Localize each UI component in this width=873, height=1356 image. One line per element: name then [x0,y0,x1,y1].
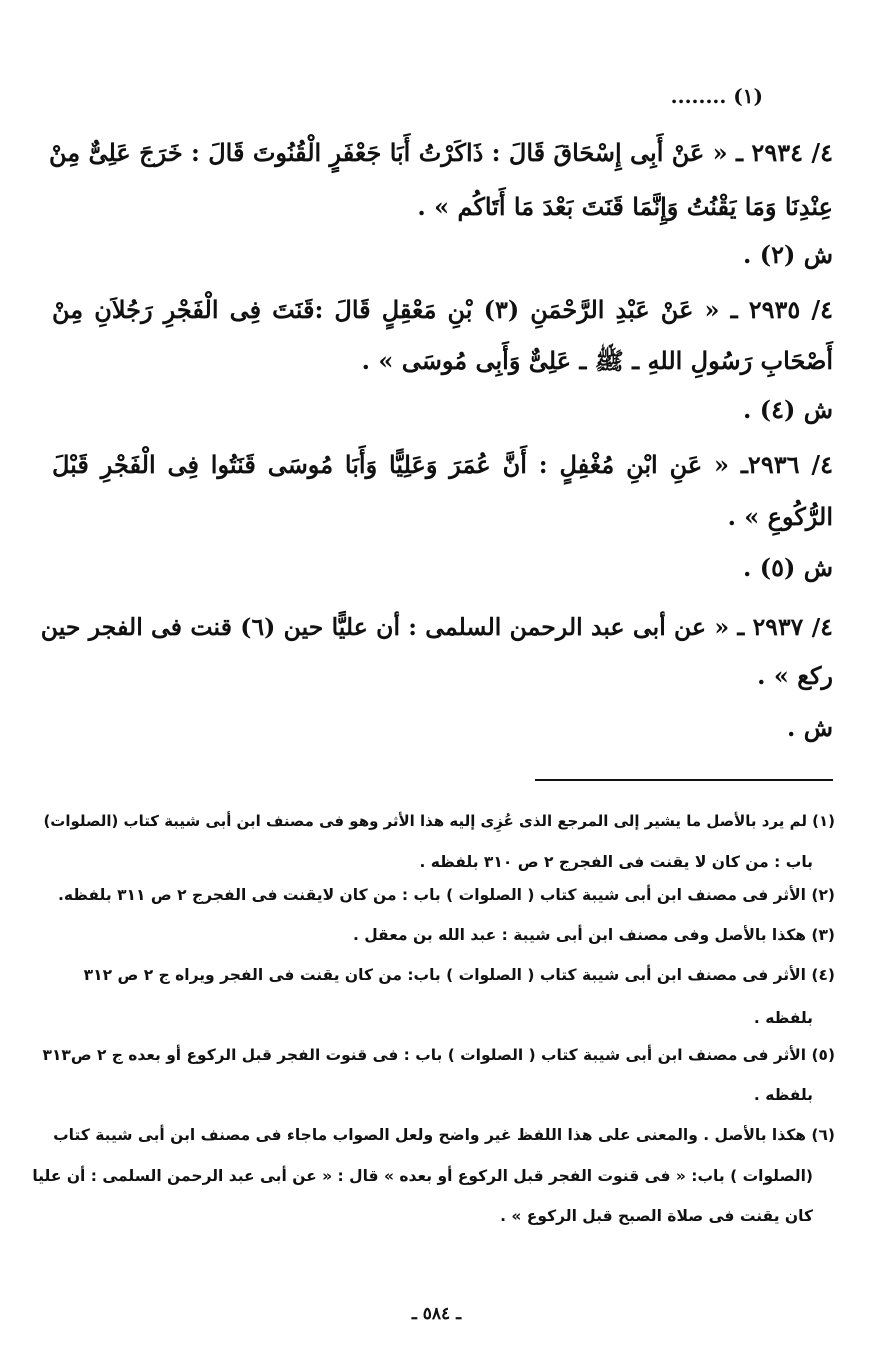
footnote-4-line-1: (٤) الأثر فى مصنف ابن أبى شيبة كتاب ( الصلوات ) باب: من كان يقنت فى الفجر ويراه ج ٢ ص ٣١٢ [83,966,835,984]
footnote-5-line-2: بلفظه . [753,1086,813,1104]
text-line-2937-a: ٤/ ٢٩٣٧ ـ « عن أبى عبد الرحمن السلمى : أن عليًّا حين (٦) قنت فى الفجر حين [40,613,833,641]
footnote-1-line-2: باب : من كان لا يقنت فى الفجرج ٢ ص ٣١٠ بلفظه . [419,853,813,871]
text-line-ellipsis: (١) ........ [670,84,763,108]
footnote-6-line-2: (الصلوات ) باب: « فى قنوت الفجر قبل الركوع أو بعده » قال : « عن أبى عبد الرحمن السلمى : أن عليا [32,1167,813,1185]
footnote-6-line-3: كان يقنت فى صلاة الصبح قبل الركوع » . [500,1207,813,1225]
text-line-2934-b: عِنْدِنَا وَمَا يَقْنُتُ وَإِنَّمَا قَنَتَ بَعْدَ مَا أَتَاكُم » . [417,192,833,221]
text-line-2936-a: ٤/ ٢٩٣٦ـ « عَنِ ابْنِ مُغْفِلٍ : أَنَّ عُمَرَ وَعَلِيًّا وَأَبَا مُوسَى قَنَتُوا فِى الْفَجْرِ قَبْلَ [52,450,834,479]
footnote-1-line-1: (١) لم يرد بالأصل ما يشير إلى المرجع الذى عُزِى إليه هذا الأثر وهو فى مصنف ابن أبى شيبة كتاب (الصلوات) [43,812,835,830]
footnote-4-line-2: بلفظه . [753,1009,813,1027]
text-line-ref-2: ش (٢) . [743,240,833,269]
footnote-separator [535,779,833,781]
text-line-2936-b: الرُّكُوعِ » . [727,502,833,531]
text-line-2937-b: ركع » . [757,661,833,690]
text-line-2935-a: ٤/ ٢٩٣٥ ـ « عَنْ عَبْدِ الرَّحْمَنِ (٣) بْنِ مَعْقِلٍ قَالَ :قَنَتَ فِى الْفَجْرِ رَجُلاَنِ مِنْ [52,295,833,324]
text-line-ref-5: ش (٥) . [743,553,833,582]
text-line-ref-end: ش . [786,713,833,742]
footnote-2: (٢) الأثر فى مصنف ابن أبى شيبة كتاب ( الصلوات ) باب : من كان لايقنت فى الفجرج ٢ ص ٣١١ بلفظه. [57,886,835,904]
footnote-6-line-1: (٦) هكذا بالأصل . والمعنى على هذا اللفظ غير واضح ولعل الصواب ماجاء فى مصنف ابن أبى شيبة كتاب [53,1126,835,1144]
text-line-2935-b: أَصْحَابِ رَسُولِ اللهِ ـ ﷺ ـ عَلِىٌّ وَأَبِى مُوسَى » . [361,346,833,375]
footnote-3: (٣) هكذا بالأصل وفى مصنف ابن أبى شيبة : عبد الله بن معقل . [352,926,835,944]
text-line-2934-a: ٤/ ٢٩٣٤ ـ « عَنْ أَبِى إِسْحَاقَ قَالَ : ذَاكَرْتُ أَبَا جَعْفَرٍ الْقُنُوتَ قَالَ : خَرَجَ عَلِىٌّ مِنْ [49,138,833,167]
text-line-ref-4: ش (٤) . [743,395,833,424]
footnote-5-line-1: (٥) الأثر فى مصنف ابن أبى شيبة كتاب ( الصلوات ) باب : فى قنوت الفجر قبل الركوع أو بعده ج ٢ ص٣١٣ [42,1046,835,1064]
page-number: ـ ٥٨٤ ـ [411,1304,462,1324]
